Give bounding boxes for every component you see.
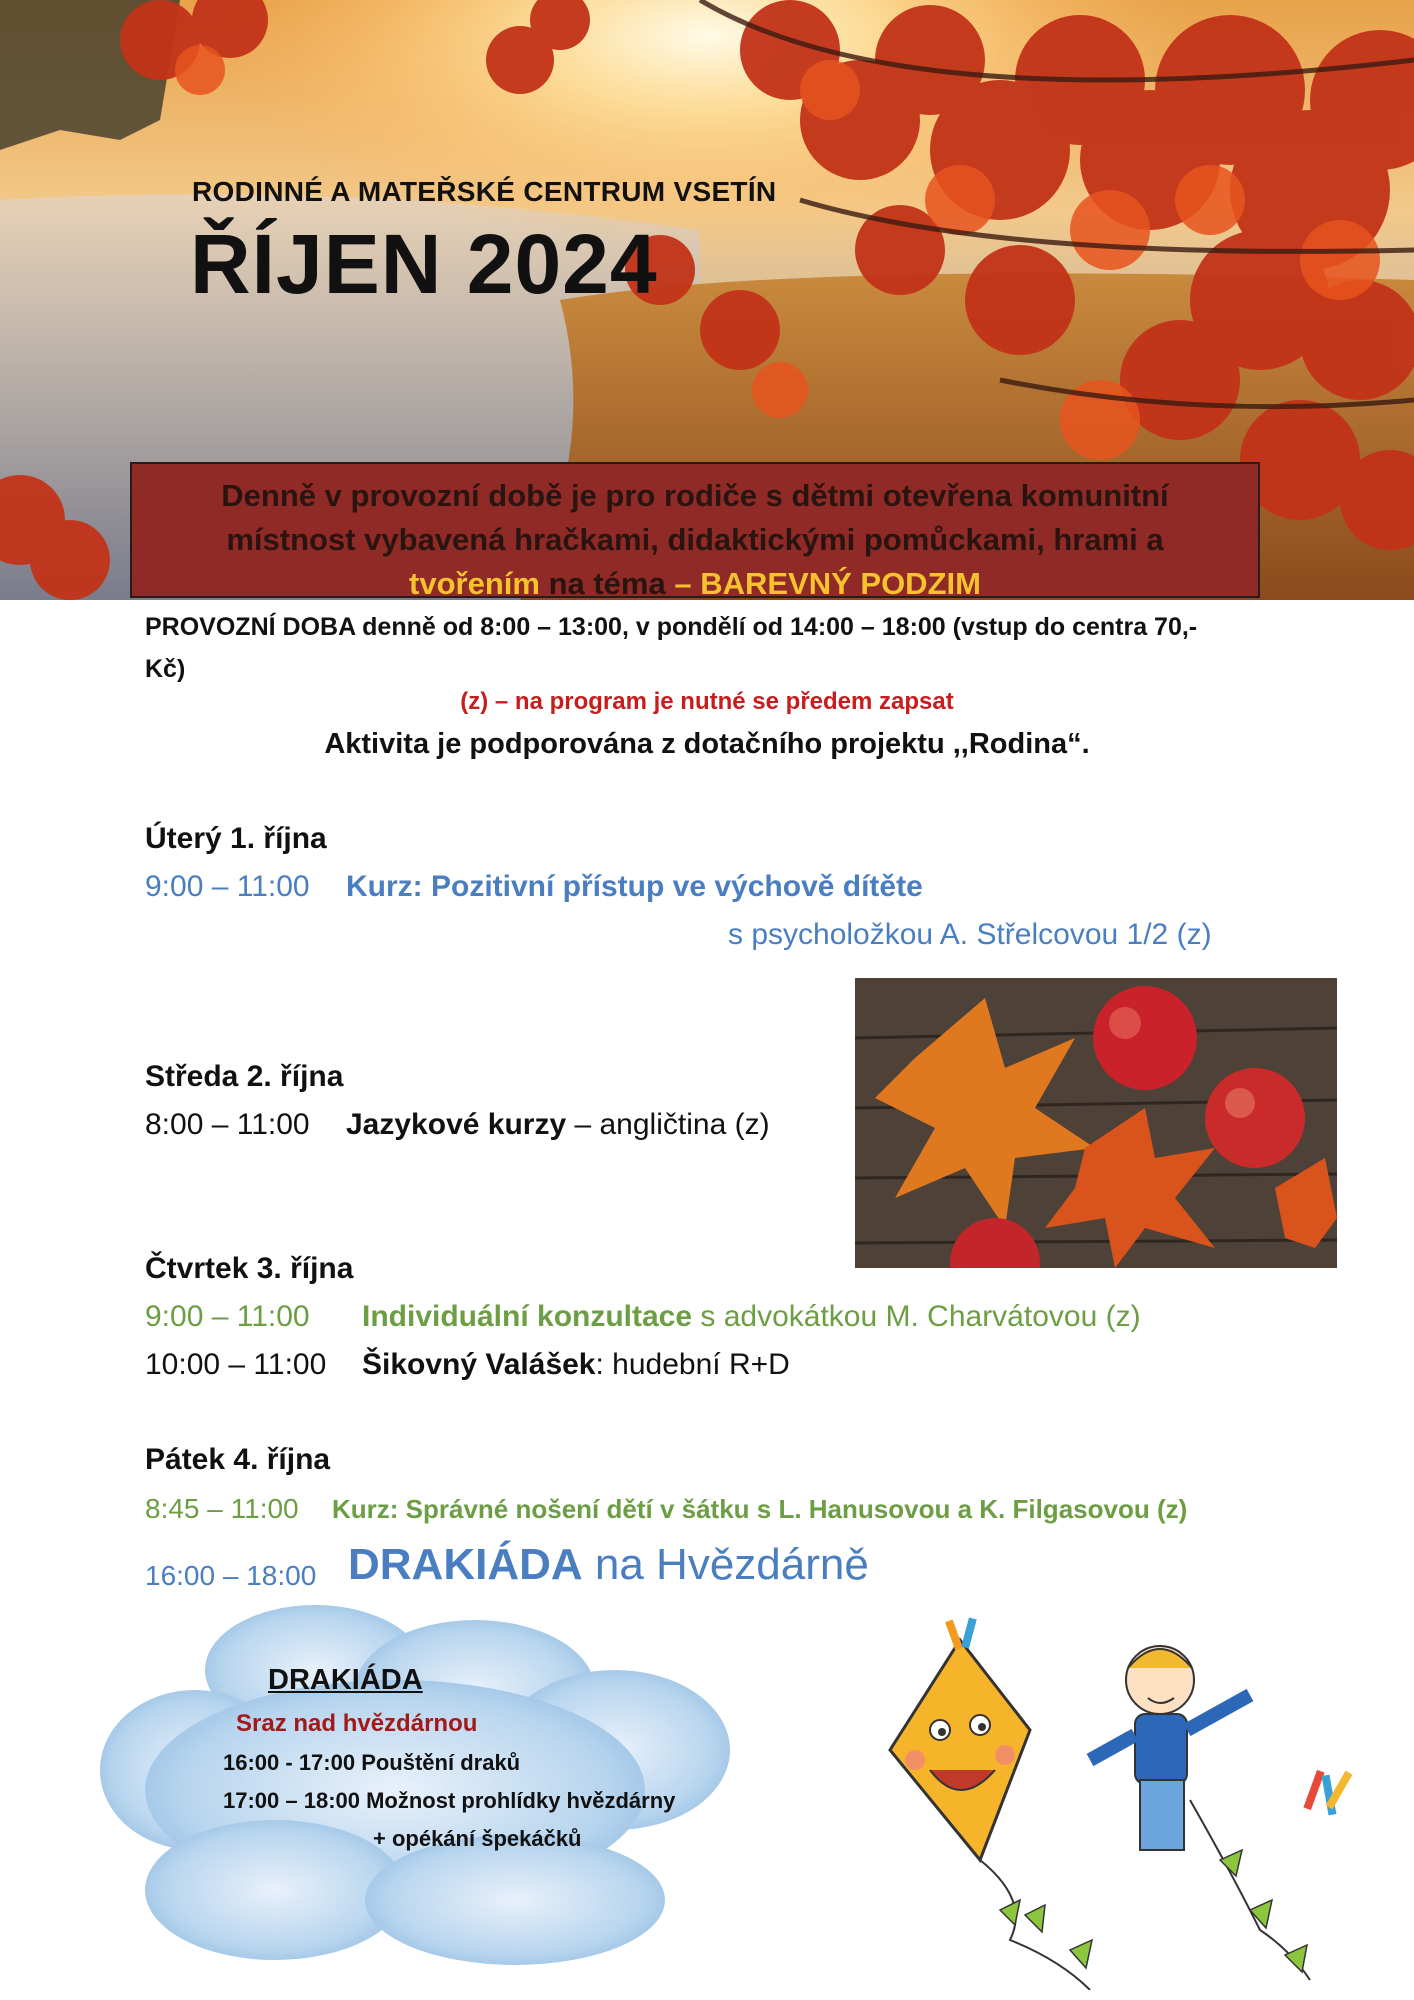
cloud-title: DRAKIÁDA <box>268 1664 423 1696</box>
info-line-2: místnost vybavená hračkami, didaktickými pomůckami, hrami a <box>226 522 1164 557</box>
cloud-line-2: 17:00 – 18:00 Možnost prohlídky hvězdárny <box>223 1788 676 1813</box>
event-title: Kurz: Správné nošení dětí v šátku s L. Hanusovou a K. Filgasovou (z) <box>332 1494 1188 1524</box>
info-line-3 <box>132 562 1258 606</box>
kite-boy-illustration <box>830 1610 1370 1990</box>
event-time: 10:00 – 11:00 <box>145 1348 327 1381</box>
event-detail: na Hvězdárně <box>582 1540 869 1589</box>
event-title: Jazykové kurzy <box>346 1108 567 1141</box>
event-title: Kurz: Pozitivní přístup ve výchově dítěte <box>346 870 923 903</box>
day-heading-tuesday: Úterý 1. října <box>145 822 327 855</box>
info-line-1: Denně v provozní době je pro rodiče s dětmi otevřena komunitní <box>221 478 1169 513</box>
event-title: DRAKIÁDA <box>348 1540 583 1589</box>
event-row <box>362 1300 1141 1334</box>
event-time: 8:45 – 11:00 <box>145 1493 299 1524</box>
info-box <box>130 462 1260 601</box>
info-dash: – <box>674 566 701 601</box>
event-lecturer: s psycholožkou A. Střelcovou 1/2 (z) <box>728 918 1212 951</box>
event-time: 9:00 – 11:00 <box>145 870 310 903</box>
event-detail: s advokátkou M. Charvátovou (z) <box>692 1300 1141 1333</box>
day-heading-thursday: Čtvrtek 3. října <box>145 1252 354 1285</box>
event-time: 16:00 – 18:00 <box>145 1560 317 1591</box>
day-heading-wednesday: Středa 2. října <box>145 1060 344 1093</box>
event-time: 9:00 – 11:00 <box>145 1300 310 1333</box>
event-title: Individuální konzultace <box>362 1300 693 1333</box>
organization-name: RODINNÉ A MATEŘSKÉ CENTRUM VSETÍN <box>192 176 777 207</box>
event-title: Šikovný Valášek <box>362 1348 596 1381</box>
info-theme-name: BAREVNÝ PODZIM <box>700 566 981 601</box>
cloud-shape <box>95 1600 745 1970</box>
funding-note: Aktivita je podporována z dotačního projektu ,,Rodina“. <box>324 728 1090 760</box>
event-detail: – angličtina (z) <box>566 1108 770 1141</box>
info-theme-text: na téma <box>539 566 675 601</box>
event-row <box>348 1540 869 1590</box>
event-detail: : hudební R+D <box>595 1348 790 1381</box>
info-highlight-creating: tvořením <box>409 566 540 601</box>
opening-hours: PROVOZNÍ DOBA denně od 8:00 – 13:00, v pondělí od 14:00 – 18:00 (vstup do centra 70,- Kč) <box>145 613 1198 683</box>
autumn-leaves-apples-image <box>855 978 1337 1268</box>
cloud-subtitle: Sraz nad hvězdárnou <box>236 1710 478 1737</box>
cloud-line-3: + opékání špekáčků <box>373 1826 582 1851</box>
event-row <box>346 1108 770 1142</box>
cloud-line-1: 16:00 - 17:00 Pouštění draků <box>223 1750 521 1775</box>
enrollment-note: (z) – na program je nutné se předem zapsat <box>460 688 954 715</box>
event-time: 8:00 – 11:00 <box>145 1108 310 1141</box>
event-row <box>362 1348 790 1382</box>
page-title: ŘÍJEN 2024 <box>190 217 658 311</box>
day-heading-friday: Pátek 4. října <box>145 1443 331 1476</box>
